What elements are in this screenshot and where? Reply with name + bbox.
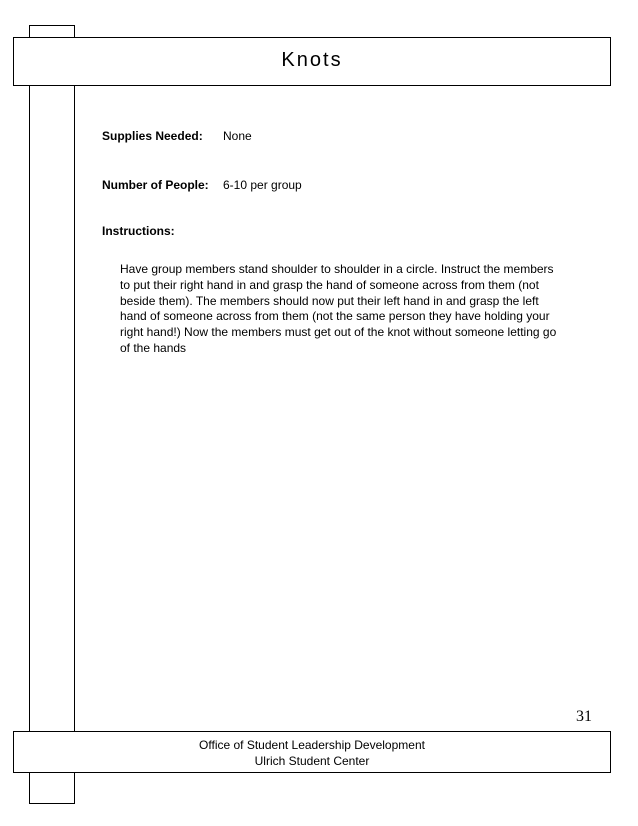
instructions-line: hand of someone across from them (not the same person they have holding your: [120, 309, 550, 324]
footer-office: Office of Student Leadership Development: [199, 738, 425, 752]
title-box: [13, 37, 611, 86]
footer-location: Ulrich Student Center: [254, 754, 370, 768]
instructions-label: Instructions:: [102, 224, 175, 238]
footer-box: [13, 731, 611, 773]
people-row: [102, 178, 302, 192]
instructions-body: [120, 262, 590, 357]
instructions-line: to put their right hand in and grasp the hand of someone across from them (not: [120, 277, 539, 292]
people-label: Number of People:: [102, 178, 209, 192]
instructions-line: Have group members stand shoulder to shoulder in a circle. Instruct the members: [120, 262, 554, 276]
people-value: 6-10 per group: [223, 178, 302, 192]
instructions-line: of the hands: [120, 340, 187, 355]
instructions-line: right hand!) Now the members must get out of the knot without someone letting go: [120, 325, 557, 340]
page-number: 31: [576, 708, 592, 725]
supplies-row: [102, 129, 252, 143]
supplies-label: Supplies Needed:: [102, 129, 203, 143]
page-title: Knots: [281, 49, 343, 71]
left-margin-strip: [29, 25, 75, 804]
instructions-line: beside them). The members should now put their left hand in and grasp the left: [120, 293, 539, 308]
supplies-value: None: [223, 129, 252, 143]
